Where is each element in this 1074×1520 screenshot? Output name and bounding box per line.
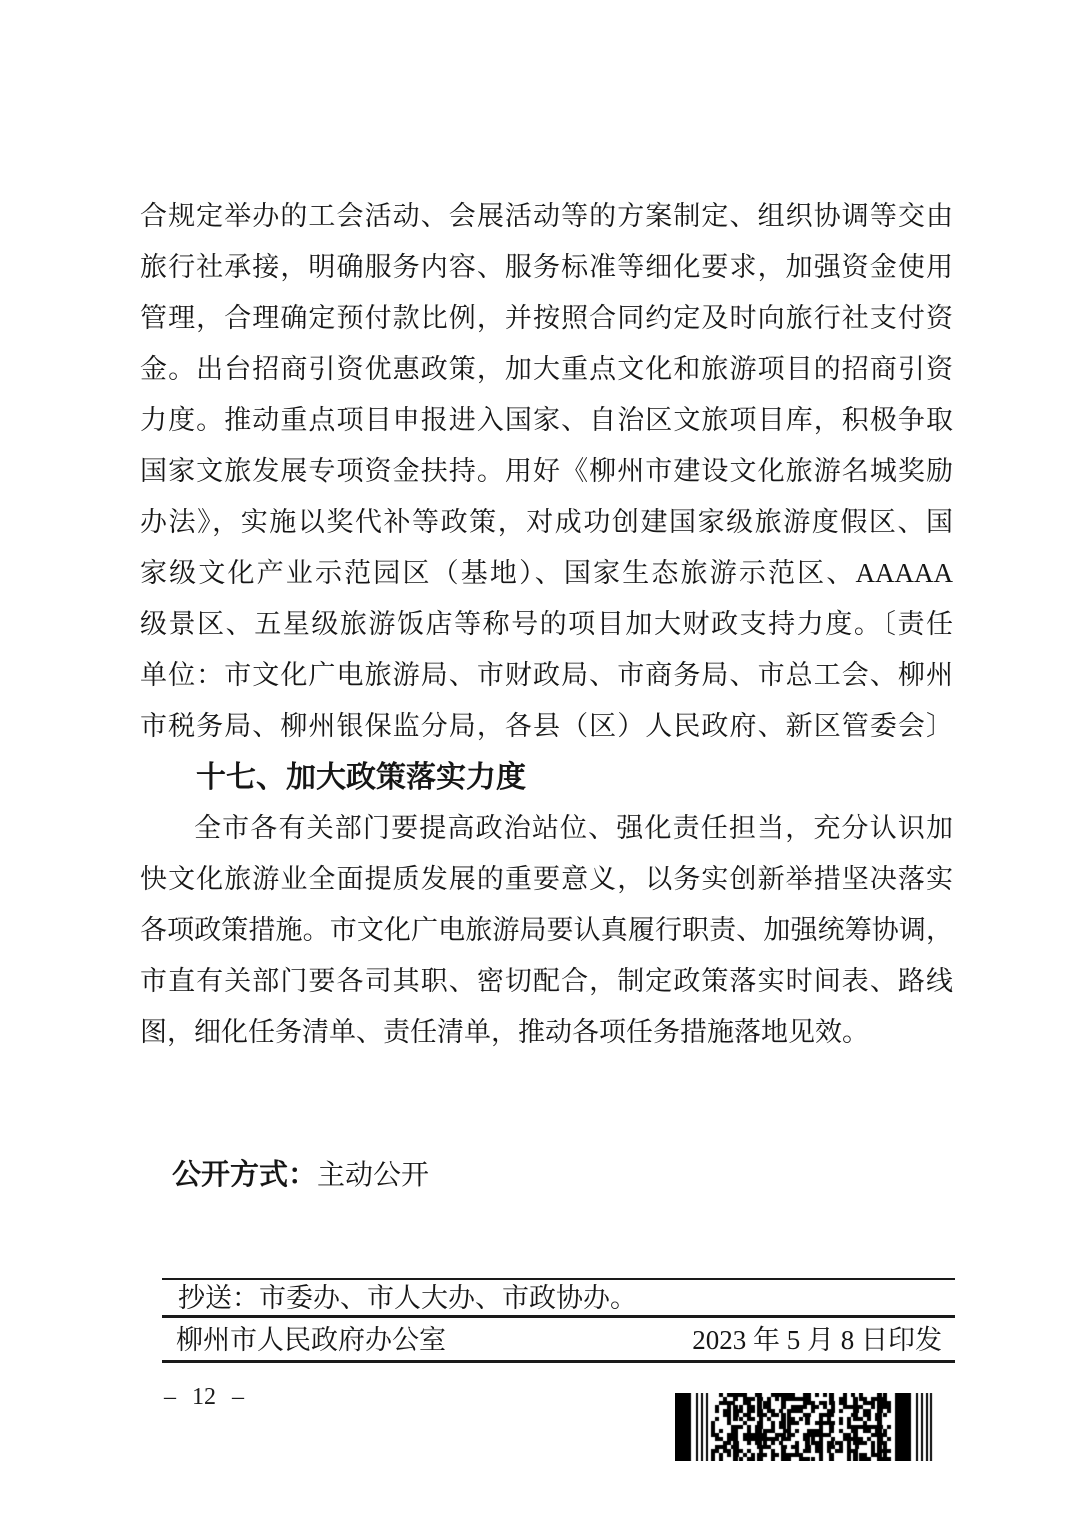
paragraph-line: 各项政策措施。市文化广电旅游局要认真履行职责、加强统筹协调， [140,915,953,945]
paragraph-line: 金。出台招商引资优惠政策，加大重点文化和旅游项目的招商引资 [140,354,953,384]
print-date: 2023 年 5 月 8 日印发 [692,1325,942,1355]
cc-line: 抄送：市委办、市人大办、市政协办。 [178,1283,637,1313]
paragraph-line: 力度。推动重点项目申报进入国家、自治区文旅项目库，积极争取 [140,405,953,435]
paragraph-line: 市直有关部门要各司其职、密切配合，制定政策落实时间表、路线 [140,966,953,996]
publish-method-row [172,1157,429,1194]
page-number: – 12 – [164,1384,244,1410]
paragraph-line: 旅行社承接，明确服务内容、服务标准等细化要求，加强资金使用 [140,252,953,282]
paragraph-line: 国家文旅发展专项资金扶持。用好《柳州市建设文化旅游名城奖励 [140,456,953,486]
issuer-office: 柳州市人民政府办公室 [176,1325,446,1355]
paragraph-line: 级景区、五星级旅游饭店等称号的项目加大财政支持力度。〔责任 [140,609,953,639]
paragraph-line: 合规定举办的工会活动、会展活动等的方案制定、组织协调等交由 [140,201,953,231]
issuer-row [176,1324,942,1356]
footer-rule-bottom [162,1360,955,1363]
footer-rule-middle [162,1315,955,1318]
paragraph-line: 管理，合理确定预付款比例，并按照合同约定及时向旅行社支付资 [140,303,953,333]
paragraph-line: 办法》，实施以奖代补等政策，对成功创建国家级旅游度假区、国 [140,507,953,537]
section-heading: 十七、加大政策落实力度 [196,761,526,794]
paragraph-line: 市税务局、柳州银保监分局，各县（区）人民政府、新区管委会〕 [140,711,953,741]
paragraph-line: 单位：市文化广电旅游局、市财政局、市商务局、市总工会、柳州 [140,660,953,690]
paragraph-line: 快文化旅游业全面提质发展的重要意义，以务实创新举措坚决落实 [140,864,953,894]
footer-rule-top [162,1278,955,1280]
body-text [140,191,953,1058]
paragraph-line: 家级文化产业示范园区（基地）、国家生态旅游示范区、AAAAA [140,558,953,588]
paragraph-line: 图，细化任务清单、责任清单，推动各项任务措施落地见效。 [140,1017,869,1047]
publish-method-label: 公开方式： [172,1159,318,1191]
barcode [675,1393,933,1461]
paragraph-line: 全市各有关部门要提高政治站位、强化责任担当，充分认识加 [194,813,953,843]
publish-method-value: 主动公开 [317,1160,430,1191]
